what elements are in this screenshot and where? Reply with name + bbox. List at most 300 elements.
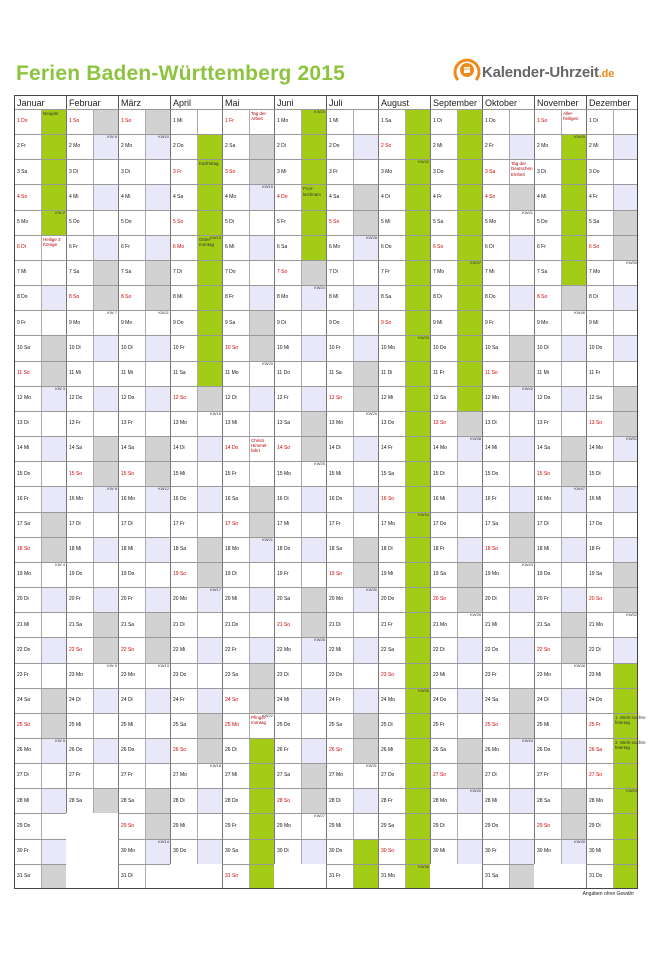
day-cell[interactable] [274,688,326,713]
day-cell[interactable] [66,537,118,562]
day-cell[interactable] [534,537,586,562]
day-cell[interactable] [430,813,482,838]
day-cell[interactable] [430,738,482,763]
day-cell[interactable] [534,184,586,209]
day-cell[interactable] [66,688,118,713]
day-cell[interactable] [534,159,586,184]
day-cell[interactable] [378,562,430,587]
day-cell[interactable] [222,562,274,587]
day-cell[interactable] [586,788,638,813]
day-cell[interactable] [430,210,482,235]
day-cell[interactable] [274,813,326,838]
day-cell[interactable] [326,310,378,335]
day-cell[interactable] [274,335,326,360]
day-cell[interactable] [326,537,378,562]
day-cell[interactable] [326,663,378,688]
day-cell[interactable] [14,738,66,763]
day-cell[interactable] [326,763,378,788]
day-cell[interactable] [14,813,66,838]
day-cell[interactable] [222,688,274,713]
day-cell[interactable] [326,713,378,738]
day-cell[interactable] [222,864,274,889]
day-cell[interactable] [326,512,378,537]
day-cell[interactable] [274,663,326,688]
day-cell[interactable] [482,537,534,562]
day-cell[interactable] [118,134,170,159]
day-cell[interactable] [222,663,274,688]
day-cell[interactable] [534,663,586,688]
day-cell[interactable] [534,134,586,159]
day-cell[interactable] [534,562,586,587]
day-cell[interactable] [534,713,586,738]
day-cell[interactable] [430,335,482,360]
day-cell[interactable] [66,310,118,335]
day-cell[interactable] [118,738,170,763]
day-cell[interactable] [14,537,66,562]
day-cell[interactable] [586,109,638,134]
day-cell[interactable] [586,562,638,587]
day-cell[interactable] [118,512,170,537]
day-cell[interactable] [274,235,326,260]
day-cell[interactable] [118,864,170,889]
day-cell[interactable] [378,486,430,511]
day-cell[interactable] [222,713,274,738]
day-cell[interactable] [66,386,118,411]
day-cell[interactable] [534,335,586,360]
day-cell[interactable] [586,587,638,612]
day-cell[interactable] [66,260,118,285]
day-cell[interactable] [326,587,378,612]
day-cell[interactable] [326,612,378,637]
day-cell[interactable] [274,210,326,235]
day-cell[interactable] [66,210,118,235]
day-cell[interactable] [222,587,274,612]
day-cell[interactable] [378,411,430,436]
day-cell[interactable] [118,159,170,184]
day-cell[interactable] [66,512,118,537]
day-cell[interactable] [118,411,170,436]
day-cell[interactable] [222,109,274,134]
day-cell[interactable] [430,285,482,310]
day-cell[interactable] [66,436,118,461]
day-cell[interactable] [586,411,638,436]
day-cell[interactable] [222,612,274,637]
day-cell[interactable] [534,235,586,260]
day-cell[interactable] [274,537,326,562]
day-cell[interactable] [274,713,326,738]
day-cell[interactable] [586,663,638,688]
day-cell[interactable] [66,637,118,662]
day-cell[interactable] [534,361,586,386]
day-cell[interactable] [482,562,534,587]
day-cell[interactable] [118,763,170,788]
day-cell[interactable] [430,109,482,134]
day-cell[interactable] [326,159,378,184]
day-cell[interactable] [482,788,534,813]
day-cell[interactable] [66,738,118,763]
day-cell[interactable] [430,587,482,612]
day-cell[interactable] [326,813,378,838]
day-cell[interactable] [326,562,378,587]
day-cell[interactable] [14,562,66,587]
day-cell[interactable] [222,738,274,763]
day-cell[interactable] [430,310,482,335]
day-cell[interactable] [14,763,66,788]
day-cell[interactable] [14,864,66,889]
day-cell[interactable] [378,839,430,864]
day-cell[interactable] [534,512,586,537]
day-cell[interactable] [222,335,274,360]
day-cell[interactable] [586,763,638,788]
day-cell[interactable] [430,260,482,285]
site-logo[interactable] [452,54,632,86]
day-cell[interactable] [274,436,326,461]
day-cell[interactable] [170,839,222,864]
day-cell[interactable] [66,612,118,637]
day-cell[interactable] [534,109,586,134]
day-cell[interactable] [534,486,586,511]
day-cell[interactable] [482,663,534,688]
day-cell[interactable] [170,411,222,436]
day-cell[interactable] [118,486,170,511]
day-cell[interactable] [118,612,170,637]
day-cell[interactable] [378,260,430,285]
day-cell[interactable] [430,839,482,864]
day-cell[interactable] [118,285,170,310]
day-cell[interactable] [586,310,638,335]
day-cell[interactable] [274,411,326,436]
day-cell[interactable] [170,486,222,511]
day-cell[interactable] [14,361,66,386]
day-cell[interactable] [534,260,586,285]
day-cell[interactable] [586,813,638,838]
day-cell[interactable] [170,109,222,134]
day-cell[interactable] [170,562,222,587]
day-cell[interactable] [170,512,222,537]
day-cell[interactable] [430,486,482,511]
day-cell[interactable] [118,587,170,612]
day-cell[interactable] [14,235,66,260]
day-cell[interactable] [66,335,118,360]
day-cell[interactable] [14,486,66,511]
day-cell[interactable] [14,335,66,360]
day-cell[interactable] [482,184,534,209]
day-cell[interactable] [482,210,534,235]
day-cell[interactable] [534,738,586,763]
day-cell[interactable] [430,788,482,813]
day-cell[interactable] [118,436,170,461]
day-cell[interactable] [378,335,430,360]
day-cell[interactable] [482,587,534,612]
day-cell[interactable] [222,260,274,285]
day-cell[interactable] [170,813,222,838]
day-cell[interactable] [326,285,378,310]
day-cell[interactable] [118,260,170,285]
day-cell[interactable] [534,612,586,637]
day-cell[interactable] [482,159,534,184]
day-cell[interactable] [170,184,222,209]
day-cell[interactable] [66,763,118,788]
day-cell[interactable] [118,713,170,738]
day-cell[interactable] [274,562,326,587]
day-cell[interactable] [222,361,274,386]
day-cell[interactable] [586,738,647,763]
day-cell[interactable] [482,738,534,763]
day-cell[interactable] [482,260,534,285]
day-cell[interactable] [534,839,586,864]
day-cell[interactable] [378,537,430,562]
day-cell[interactable] [378,285,430,310]
day-cell[interactable] [482,411,534,436]
day-cell[interactable] [430,663,482,688]
day-cell[interactable] [326,335,378,360]
day-cell[interactable] [482,335,534,360]
day-cell[interactable] [274,763,326,788]
day-cell[interactable] [378,109,430,134]
day-cell[interactable] [430,159,482,184]
day-cell[interactable] [66,562,118,587]
day-cell[interactable] [534,411,586,436]
day-cell[interactable] [118,537,170,562]
day-cell[interactable] [482,637,534,662]
day-cell[interactable] [118,461,170,486]
day-cell[interactable] [66,663,118,688]
day-cell[interactable] [66,461,118,486]
day-cell[interactable] [378,184,430,209]
day-cell[interactable] [222,512,274,537]
day-cell[interactable] [378,612,430,637]
day-cell[interactable] [534,285,586,310]
day-cell[interactable] [326,461,378,486]
day-cell[interactable] [14,512,66,537]
day-cell[interactable] [378,361,430,386]
day-cell[interactable] [170,587,222,612]
day-cell[interactable] [326,839,378,864]
day-cell[interactable] [222,813,274,838]
day-cell[interactable] [222,537,274,562]
day-cell[interactable] [326,486,378,511]
day-cell[interactable] [430,134,482,159]
day-cell[interactable] [170,738,222,763]
day-cell[interactable] [274,159,326,184]
day-cell[interactable] [14,159,66,184]
day-cell[interactable] [326,361,378,386]
day-cell[interactable] [326,688,378,713]
day-cell[interactable] [586,512,638,537]
day-cell[interactable] [482,688,534,713]
day-cell[interactable] [534,788,586,813]
day-cell[interactable] [378,134,430,159]
day-cell[interactable] [118,562,170,587]
day-cell[interactable] [170,788,222,813]
day-cell[interactable] [326,184,378,209]
day-cell[interactable] [170,461,222,486]
day-cell[interactable] [482,839,534,864]
day-cell[interactable] [482,235,534,260]
day-cell[interactable] [118,663,170,688]
day-cell[interactable] [170,134,222,159]
day-cell[interactable] [378,688,430,713]
day-cell[interactable] [586,486,638,511]
day-cell[interactable] [66,587,118,612]
day-cell[interactable] [430,562,482,587]
day-cell[interactable] [66,159,118,184]
day-cell[interactable] [430,235,482,260]
day-cell[interactable] [66,486,118,511]
day-cell[interactable] [14,260,66,285]
day-cell[interactable] [118,361,170,386]
day-cell[interactable] [326,436,378,461]
day-cell[interactable] [274,386,326,411]
day-cell[interactable] [14,411,66,436]
day-cell[interactable] [170,663,222,688]
day-cell[interactable] [170,713,222,738]
day-cell[interactable] [66,361,118,386]
day-cell[interactable] [274,184,326,209]
day-cell[interactable] [14,788,66,813]
day-cell[interactable] [222,763,274,788]
day-cell[interactable] [66,788,118,813]
day-cell[interactable] [222,486,274,511]
day-cell[interactable] [534,587,586,612]
day-cell[interactable] [14,637,66,662]
day-cell[interactable] [586,537,638,562]
day-cell[interactable] [274,788,326,813]
day-cell[interactable] [14,688,66,713]
day-cell[interactable] [534,210,586,235]
day-cell[interactable] [430,461,482,486]
day-cell[interactable] [14,436,66,461]
day-cell[interactable] [66,184,118,209]
day-cell[interactable] [534,637,586,662]
day-cell[interactable] [586,461,638,486]
day-cell[interactable] [66,134,118,159]
day-cell[interactable] [222,386,274,411]
day-cell[interactable] [326,235,378,260]
day-cell[interactable] [430,537,482,562]
day-cell[interactable] [430,713,482,738]
day-cell[interactable] [118,386,170,411]
day-cell[interactable] [274,587,326,612]
day-cell[interactable] [586,335,638,360]
day-cell[interactable] [378,813,430,838]
day-cell[interactable] [170,386,222,411]
day-cell[interactable] [274,738,326,763]
day-cell[interactable] [534,813,586,838]
day-cell[interactable] [482,486,534,511]
day-cell[interactable] [430,612,482,637]
day-cell[interactable] [378,159,430,184]
day-cell[interactable] [170,637,222,662]
day-cell[interactable] [66,285,118,310]
day-cell[interactable] [326,109,378,134]
day-cell[interactable] [170,159,222,184]
day-cell[interactable] [222,310,274,335]
day-cell[interactable] [326,386,378,411]
day-cell[interactable] [378,436,430,461]
day-cell[interactable] [326,134,378,159]
day-cell[interactable] [222,134,274,159]
day-cell[interactable] [378,637,430,662]
day-cell[interactable] [222,461,274,486]
day-cell[interactable] [326,864,378,889]
day-cell[interactable] [430,184,482,209]
day-cell[interactable] [430,436,482,461]
day-cell[interactable] [222,839,274,864]
day-cell[interactable] [482,864,534,889]
day-cell[interactable] [14,285,66,310]
day-cell[interactable] [222,210,274,235]
day-cell[interactable] [170,763,222,788]
day-cell[interactable] [274,512,326,537]
day-cell[interactable] [14,587,66,612]
day-cell[interactable] [222,184,274,209]
day-cell[interactable] [170,235,222,260]
day-cell[interactable] [118,813,170,838]
day-cell[interactable] [586,159,638,184]
day-cell[interactable] [430,361,482,386]
day-cell[interactable] [170,537,222,562]
day-cell[interactable] [170,361,222,386]
day-cell[interactable] [586,637,638,662]
day-cell[interactable] [482,361,534,386]
day-cell[interactable] [14,461,66,486]
day-cell[interactable] [482,386,534,411]
day-cell[interactable] [378,587,430,612]
day-cell[interactable] [378,512,430,537]
day-cell[interactable] [430,411,482,436]
day-cell[interactable] [170,612,222,637]
day-cell[interactable] [482,461,534,486]
day-cell[interactable] [326,637,378,662]
day-cell[interactable] [482,109,534,134]
day-cell[interactable] [534,436,586,461]
day-cell[interactable] [586,612,638,637]
day-cell[interactable] [118,210,170,235]
day-cell[interactable] [430,688,482,713]
day-cell[interactable] [586,688,638,713]
day-cell[interactable] [482,813,534,838]
day-cell[interactable] [534,763,586,788]
day-cell[interactable] [482,310,534,335]
day-cell[interactable] [14,663,66,688]
day-cell[interactable] [586,361,638,386]
day-cell[interactable] [586,839,638,864]
day-cell[interactable] [326,738,378,763]
day-cell[interactable] [482,713,534,738]
day-cell[interactable] [534,461,586,486]
day-cell[interactable] [378,864,430,889]
day-cell[interactable] [274,134,326,159]
day-cell[interactable] [586,285,638,310]
day-cell[interactable] [118,109,170,134]
day-cell[interactable] [274,612,326,637]
day-cell[interactable] [14,713,66,738]
day-cell[interactable] [274,361,326,386]
day-cell[interactable] [378,210,430,235]
day-cell[interactable] [222,285,274,310]
day-cell[interactable] [482,512,534,537]
day-cell[interactable] [586,864,638,889]
day-cell[interactable] [118,788,170,813]
day-cell[interactable] [586,436,638,461]
day-cell[interactable] [274,109,326,134]
day-cell[interactable] [586,713,647,738]
day-cell[interactable] [222,159,274,184]
day-cell[interactable] [14,109,66,134]
day-cell[interactable] [118,688,170,713]
day-cell[interactable] [586,386,638,411]
